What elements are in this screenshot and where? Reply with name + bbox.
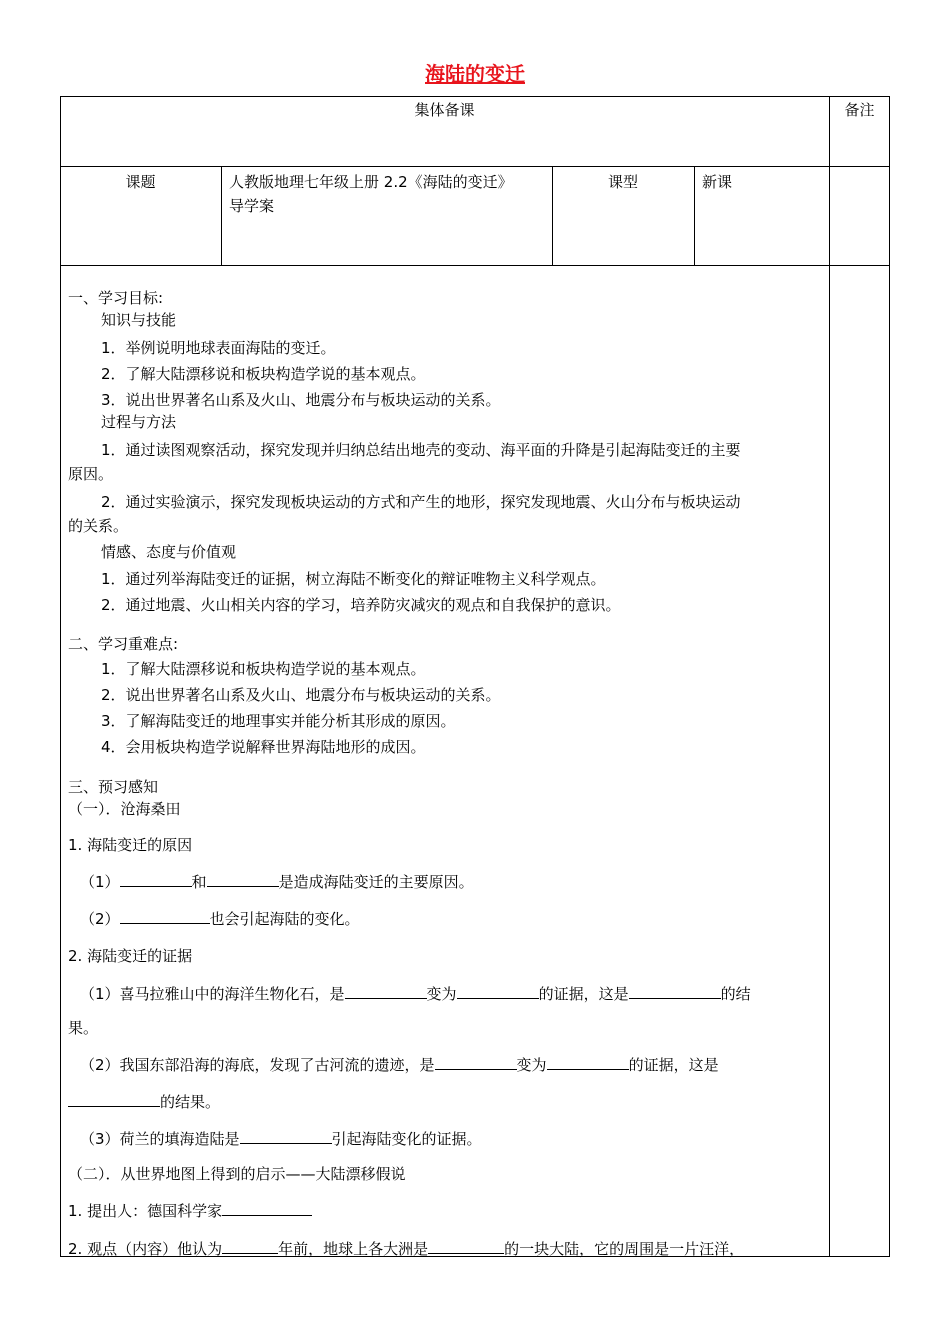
list-item: 2．说出世界著名山系及火山、地震分布与板块运动的关系。 — [101, 686, 501, 704]
question-1-1: （1） 和 是造成海陆变迁的主要原因。 — [80, 873, 474, 891]
topic-value-line1: 人教版地理七年级上册 2.2《海陆的变迁》 — [229, 173, 513, 191]
answer-blank[interactable] — [345, 984, 427, 999]
answer-blank[interactable] — [120, 872, 192, 887]
list-item: 2．通过实验演示，探究发现板块运动的方式和产生的地形，探究发现地震、火山分布与板块运动 — [101, 493, 741, 511]
subsection-knowledge: 知识与技能 — [101, 311, 177, 329]
question-2-3: （3）荷兰的填海造陆是 引起海陆变化的证据。 — [80, 1130, 482, 1148]
subsection-two: （二）．从世界地图上得到的启示——大陆漂移假说 — [68, 1165, 406, 1183]
question-2: 2. 海陆变迁的证据 — [68, 947, 193, 965]
question-2-2: （2）我国东部沿海的海底，发现了古河流的遗迹，是 变为 的证据，这是 — [80, 1056, 719, 1074]
subsection-one: （一）．沧海桑田 — [68, 800, 181, 818]
question-2-1-cont: 果。 — [68, 1019, 99, 1037]
question-2-1: （1）喜马拉雅山中的海洋生物化石，是 变为 的证据，这是 的结 — [80, 985, 751, 1003]
type-value: 新课 — [702, 173, 733, 191]
answer-blank[interactable] — [120, 909, 210, 924]
section-preview: 三、预习感知 — [68, 778, 159, 796]
section-objectives: 一、学习目标: — [68, 289, 164, 307]
list-item: 1．举例说明地球表面海陆的变迁。 — [101, 339, 336, 357]
answer-blank[interactable] — [629, 984, 721, 999]
list-item: 1．通过读图观察活动，探究发现并归纳总结出地壳的变动、海平面的升降是引起海陆变迁的主要 — [101, 441, 741, 459]
answer-blank[interactable] — [240, 1129, 332, 1144]
item-viewpoint: 2. 观点（内容）他认为 年前，地球上各大洲是 的一块大陆，它的周围是一片汪洋， — [68, 1240, 745, 1258]
list-item-cont: 原因。 — [68, 465, 114, 483]
list-item: 3．了解海陆变迁的地理事实并能分析其形成的原因。 — [101, 712, 456, 730]
answer-blank[interactable] — [457, 984, 539, 999]
question-1: 1. 海陆变迁的原因 — [68, 836, 193, 854]
answer-blank[interactable] — [222, 1201, 312, 1216]
list-item-cont: 的关系。 — [68, 517, 129, 535]
subsection-process: 过程与方法 — [101, 413, 177, 431]
answer-blank[interactable] — [68, 1092, 160, 1107]
answer-blank[interactable] — [207, 872, 279, 887]
question-1-2: （2） 也会引起海陆的变化。 — [80, 910, 360, 928]
list-item: 2．了解大陆漂移说和板块构造学说的基本观点。 — [101, 365, 426, 383]
topic-label: 课题 — [125, 173, 156, 191]
collective-prep-header: 集体备课 — [414, 101, 475, 119]
item-proposer: 1. 提出人：德国科学家 — [68, 1201, 312, 1221]
list-item: 1．通过列举海陆变迁的证据，树立海陆不断变化的辩证唯物主义科学观点。 — [101, 570, 606, 588]
page-title: 海陆的变迁 — [425, 62, 525, 86]
list-item: 4．会用板块构造学说解释世界海陆地形的成因。 — [101, 738, 426, 756]
answer-blank[interactable] — [222, 1239, 278, 1254]
list-item: 1．了解大陆漂移说和板块构造学说的基本观点。 — [101, 660, 426, 678]
list-item: 2．通过地震、火山相关内容的学习，培养防灾减灾的观点和自我保护的意识。 — [101, 596, 621, 614]
remarks-header: 备注 — [844, 101, 875, 119]
answer-blank[interactable] — [435, 1055, 517, 1070]
question-2-2-cont: 的结果。 — [68, 1092, 220, 1112]
section-key-points: 二、学习重难点: — [68, 635, 179, 653]
subsection-emotion: 情感、态度与价值观 — [101, 543, 237, 561]
answer-blank[interactable] — [428, 1239, 504, 1254]
answer-blank[interactable] — [547, 1055, 629, 1070]
list-item: 3．说出世界著名山系及火山、地震分布与板块运动的关系。 — [101, 391, 501, 409]
topic-value-line2: 导学案 — [229, 197, 275, 215]
type-label: 课型 — [607, 173, 638, 191]
